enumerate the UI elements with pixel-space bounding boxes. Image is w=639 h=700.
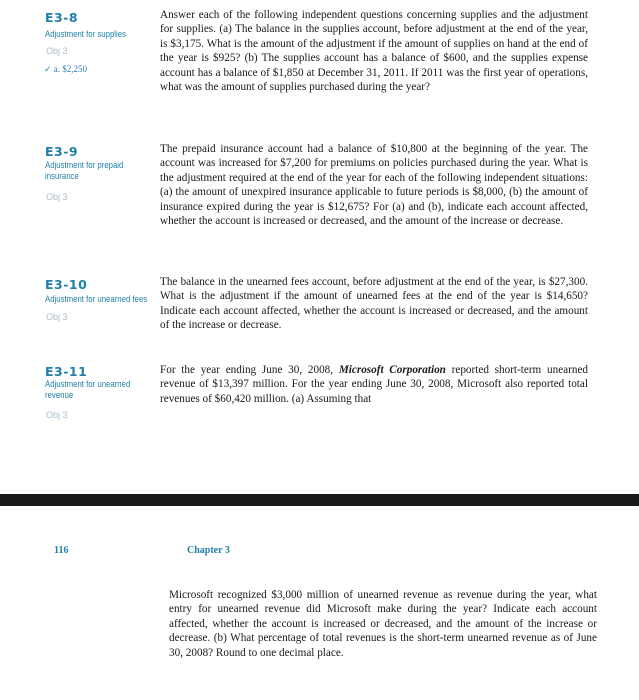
exercise-text-e3-11-part2: reported short-term unearned revenue of $13,397 million. For the year ending June 30, 2008, Microsoft also reported total revenues of $60,420 million. (a) Assuming that xyxy=(160,364,589,405)
exercise-topic-e3-8: Adjustment for supplies xyxy=(45,29,126,40)
exercise-objective-e3-9: Obj 3 xyxy=(46,192,68,202)
exercise-text-e3-11-part1: For the year ending June 30, 2008, xyxy=(160,364,339,376)
page-number: 116 xyxy=(54,545,69,556)
exercise-objective-e3-8: Obj 3 xyxy=(46,46,68,56)
continuation-text: Microsoft recognized $3,000 million of unearned revenue as revenue during the year, what entry for unearned revenue did Microsoft make during the year? Indicate each account affected, whether the account is increased or decreased, and the amount of the increase or decrease. (b) What percentage of total revenues is the short-term unearned revenue as of June 30, 2008? Round to one decimal place. xyxy=(169,589,597,659)
check-figure-e3-8: ✓ a. $2,250 xyxy=(44,64,88,74)
exercise-id-e3-11: E3-11 xyxy=(45,364,88,379)
exercise-topic-e3-11: Adjustment for unearned revenue xyxy=(45,379,131,401)
exercise-text-e3-11 xyxy=(160,363,588,406)
exercise-topic-e3-10: Adjustment for unearned fees xyxy=(45,294,148,305)
exercise-id-e3-8: E3-8 xyxy=(45,10,79,25)
exercise-text-e3-8: Answer each of the following independent questions concerning supplies and the adjustment for supplies. (a) The balance in the supplies account, before adjustment at the end of the year, is $3,175. What is the amount of the adjustment if the amount of supplies on hand at the end of the year is $925? (b) The supplies account has a balance of $600, and the supplies expense account has a balance of $1,850 at December 31, 2011. If 2011 was the first year of operations, what was the amount of supplies purchased during the year? xyxy=(160,9,588,94)
chapter-label: Chapter 3 xyxy=(187,545,230,556)
exercise-objective-e3-11: Obj 3 xyxy=(46,410,68,420)
exercise-topic-e3-9: Adjustment for prepaid insurance xyxy=(45,160,124,182)
company-name: Microsoft Corporation xyxy=(338,364,446,376)
exercise-objective-e3-10: Obj 3 xyxy=(46,312,68,322)
page-break-band xyxy=(0,494,639,506)
exercise-text-e3-9: The prepaid insurance account had a balance of $10,800 at the beginning of the year. The account was increased for $7,200 for premiums on policies purchased during the year. What is the adjustment required at the end of the year for each of the following independent situations: (a) the amount of unexpired insurance applicable to future periods is $8,000, (b) the amount of insurance expired during the year is $12,675? For (a) and (b), indicate each account affected, whether the account is increased or decreased, and the amount of the increase or decrease. xyxy=(160,143,588,228)
exercise-id-e3-10: E3-10 xyxy=(45,277,88,292)
exercise-id-e3-9: E3-9 xyxy=(45,144,79,159)
exercise-text-e3-10: The balance in the unearned fees account, before adjustment at the end of the year, is $27,300. What is the adjustment if the amount of unearned fees at the end of the year is $14,650? Indicate each account affected, whether the account is increased or decreased, and the amount of the increase or decrease. xyxy=(160,276,588,332)
